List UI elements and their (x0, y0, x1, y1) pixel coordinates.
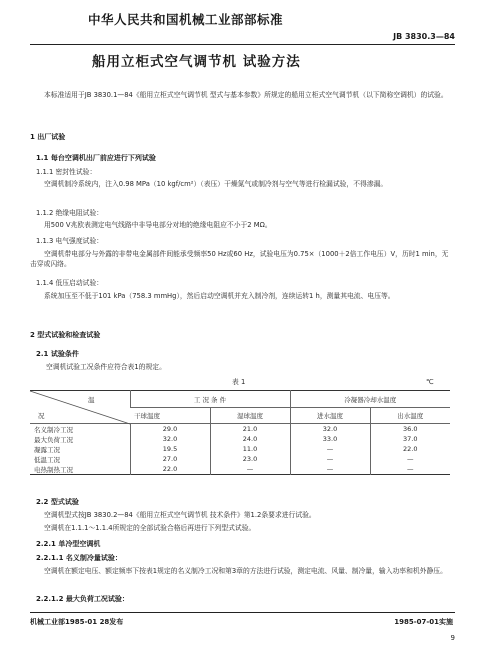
header-conditions-group: 工 况 条 件 (130, 391, 290, 408)
section-2-2-1-2-title: 2.2.1.2 最大负荷工况试验： (36, 595, 129, 603)
section-1-1-3-title: 1.1.3 电气强度试验： (36, 237, 104, 245)
section-2-1-title: 2.1 试验条件 (36, 350, 79, 358)
cell-outlet: 36.0 (370, 424, 450, 435)
cell-outlet: 37.0 (370, 434, 450, 444)
row-name: 名义制冷工况 (34, 425, 73, 434)
header-inlet: 进水温度 (290, 408, 370, 424)
table-row (30, 444, 450, 454)
cell-dry-bulb: 27.0 (130, 454, 210, 464)
section-2-2-text-2: 空调机在1.1.1～1.1.4所规定的全部试验合格后再进行下列型式试验。 (44, 524, 256, 532)
section-1-title: 1 出厂试验 (30, 133, 66, 141)
table-corner-diagonal (30, 391, 130, 424)
standard-code: JB 3830.3—84 (393, 32, 455, 41)
header-wet-bulb: 湿球温度 (210, 408, 290, 424)
table-row (30, 464, 450, 475)
header-outlet: 出水温度 (370, 408, 450, 424)
table-row (30, 454, 450, 464)
cell-outlet: — (370, 464, 450, 475)
cell-inlet: 32.0 (290, 424, 370, 435)
document-title: 船用立柜式空气调节机 试验方法 (92, 54, 301, 70)
section-2-2-1-title: 2.2.1 单冷型空调机 (36, 540, 101, 548)
cell-dry-bulb: 22.0 (130, 464, 210, 475)
section-2-2-1-1-text: 空调机在额定电压、额定频率下按表1规定的名义制冷工况和第3章的方法进行试验，测定电流、风量、制冷量，输入功率和机外静压。 (44, 567, 447, 575)
cell-inlet: — (290, 454, 370, 464)
cell-inlet: 33.0 (290, 434, 370, 444)
section-1-1-3-text: 空调机带电部分与外露的非带电金属部件间能承受频率50 Hz或60 Hz，试验电压为0.75×（1000＋2倍工作电压）V，历时1 min，无击穿或闪络。 (30, 250, 449, 268)
row-name: 低温工况 (34, 455, 60, 464)
cell-dry-bulb: 32.0 (130, 434, 210, 444)
row-name: 凝露工况 (34, 445, 60, 454)
header-cooling-water-group: 冷凝器冷却水温度 (290, 391, 450, 408)
section-2-2-title: 2.2 型式试验 (36, 498, 79, 506)
cell-dry-bulb: 29.0 (130, 424, 210, 435)
section-1-1-1-text: 空调机制冷系统内，注入0.98 MPa（10 kgf/cm²）（表压）干燥氮气或制冷剂与空气等进行检漏试验，不得渗漏。 (44, 180, 388, 188)
cell-wet-bulb: 11.0 (210, 444, 290, 454)
cell-wet-bulb: — (210, 464, 290, 475)
footer-rule (30, 612, 455, 613)
row-name: 最大负荷工况 (34, 435, 73, 444)
cell-inlet: — (290, 464, 370, 475)
corner-label-bottom: 况 (38, 412, 45, 420)
section-2-1-text: 空调机试验工况条件应符合表1的规定。 (46, 363, 166, 371)
section-2-2-1-1-title: 2.2.1.1 名义制冷量试验： (36, 554, 122, 562)
cell-wet-bulb: 24.0 (210, 434, 290, 444)
section-2-2-text: 空调机型式按JB 3830.2—84《船用立柜式空气调节机 技术条件》第1.2条要求进行试验。 (44, 511, 316, 519)
section-1-1-4-text: 系统加压至不低于101 kPa（758.3 mmHg），然后启动空调机并充入制冷剂，连续运转1 h，测量其电流、电压等。 (44, 292, 395, 300)
standard-organization: 中华人民共和国机械工业部部标准 (88, 12, 284, 27)
section-2-title: 2 型式试验和检查试验 (30, 331, 101, 339)
page-number: 9 (450, 634, 455, 642)
header-rule (30, 44, 455, 45)
row-name: 电热制热工况 (34, 465, 73, 474)
cell-outlet: 22.0 (370, 444, 450, 454)
intro-paragraph: 本标准适用于JB 3830.1—84《船用立柜式空气调节机 型式与基本参数》所规定的船用立柜式空气调节机（以下简称空调机）的试验。 (44, 91, 448, 99)
section-1-1-2-title: 1.1.2 绝缘电阻试验： (36, 209, 104, 217)
table-unit: ℃ (426, 378, 434, 386)
cell-outlet: — (370, 454, 450, 464)
cell-wet-bulb: 21.0 (210, 424, 290, 435)
table-row (30, 424, 450, 435)
section-1-1-1-title: 1.1.1 密封性试验： (36, 168, 97, 176)
cell-dry-bulb: 19.5 (130, 444, 210, 454)
header-dry-bulb: 干球温度 (130, 408, 210, 424)
section-1-1-2-text: 用500 V兆欧表测定电气线路中非导电部分对地的绝缘电阻应不小于2 MΩ。 (44, 221, 272, 229)
table-caption: 表 1 (232, 378, 246, 386)
table-row (30, 434, 450, 444)
effective-date: 1985-07-01实施 (394, 618, 453, 626)
section-1-1-title: 1.1 每台空调机出厂前应进行下列试验 (36, 154, 156, 162)
corner-label-top: 温 (88, 396, 95, 404)
cell-inlet: — (290, 444, 370, 454)
issue-date: 机械工业部1985-01 28发布 (30, 618, 124, 626)
section-1-1-4-title: 1.1.4 低压启动试验： (36, 279, 104, 287)
cell-wet-bulb: 23.0 (210, 454, 290, 464)
